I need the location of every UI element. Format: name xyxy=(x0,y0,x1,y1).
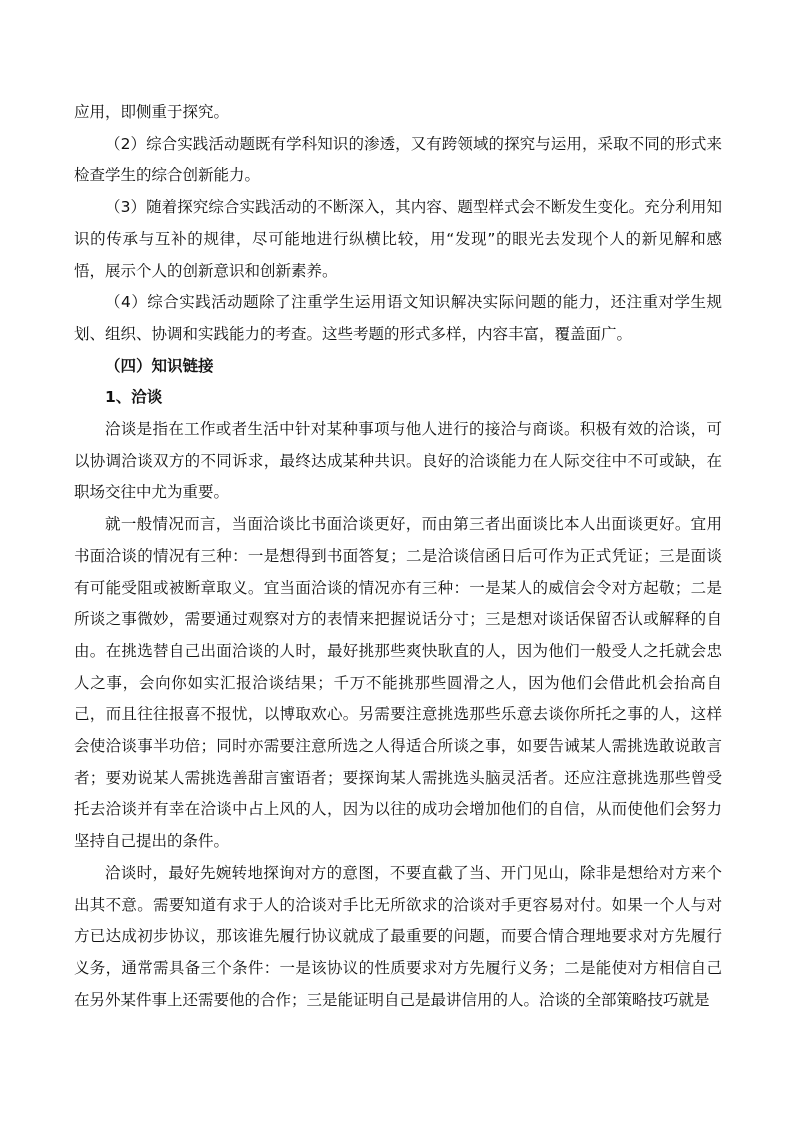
paragraph-point-2: （2）综合实践活动题既有学科知识的渗透，又有跨领域的探究与运用，采取不同的形式来检查学生的综合创新能力。 xyxy=(74,134,722,185)
document-body xyxy=(74,97,722,1016)
paragraph-point-3: （3）随着探究综合实践活动的不断深入，其内容、题型样式会不断发生变化。充分利用知识的传承与互补的规律，尽可能地进行纵横比较，用“发现”的眼光去发现个人的新见解和感悟，展示个人的创新意识和创新素养。 xyxy=(74,198,722,280)
subsection-heading-negotiation: 1、洽谈 xyxy=(105,388,163,407)
paragraph-point-4: （4）综合实践活动题除了注重学生运用语文知识解决实际问题的能力，还注重对学生规划、组织、协调和实践能力的考查。这些考题的形式多样，内容丰富，覆盖面广。 xyxy=(74,293,722,343)
paragraph-negotiation-methods: 就一般情况而言，当面洽谈比书面洽谈更好，而由第三者出面谈比本人出面谈更好。宜用书面洽谈的情况有三种：一是想得到书面答复；二是洽谈信函日后可作为正式凭证；三是面谈有可能受阻或被断章取义。宜当面洽谈的情况亦有三种：一是某人的威信会令对方起敬；二是所谈之事微妙，需要通过观察对方的表情来把握说话分寸；三是想对谈话保留否认或解释的自由。在挑选替自己出面洽谈的人时，最好挑那些爽快耿直的人，因为他们一般受人之托就会忠人之事，会向你如实汇报洽谈结果；千万不能挑那些圆滑之人，因为他们会借此机会抬高自己，而且往往报喜不报忧，以博取欢心。另需要注意挑选那些乐意去谈你所托之事的人，这样会使洽谈事半功倍；同时亦需要注意所选之人得适合所谈之事，如要告诫某人需挑选敢说敢言者；要劝说某人需挑选善甜言蜜语者；要探询某人需挑选头脑灵活者。还应注意挑选那些曾受托去洽谈并有幸在洽谈中占上风的人，因为以往的成功会增加他们的自信，从而使他们会努力坚持自己提出的条件。 xyxy=(74,515,722,851)
section-heading-knowledge-links: （四）知识链接 xyxy=(105,356,214,375)
paragraph-negotiation-strategy: 洽谈时，最好先婉转地探询对方的意图，不要直截了当、开门见山，除非是想给对方来个出其不意。需要知道有求于人的洽谈对手比无所欲求的洽谈对手更容易对付。如果一个人与对方已达成初步协议，那该谁先履行协议就成了最重要的问题，而要合情合理地要求对方先履行义务，通常需具备三个条件：一是该协议的性质要求对方先履行义务；二是能使对方相信自己在另外某件事上还需要他的合作；三是能证明自己是最讲信用的人。洽谈的全部策略技巧就是 xyxy=(74,863,722,1009)
paragraph-intro-tail: 应用，即侧重于探究。 xyxy=(74,103,230,121)
paragraph-negotiation-definition: 洽谈是指在工作或者生活中针对某种事项与他人进行的接洽与商谈。积极有效的洽谈，可以协调洽谈双方的不同诉求，最终达成某种共识。良好的洽谈能力在人际交往中不可或缺，在职场交往中尤为重要。 xyxy=(74,420,722,502)
